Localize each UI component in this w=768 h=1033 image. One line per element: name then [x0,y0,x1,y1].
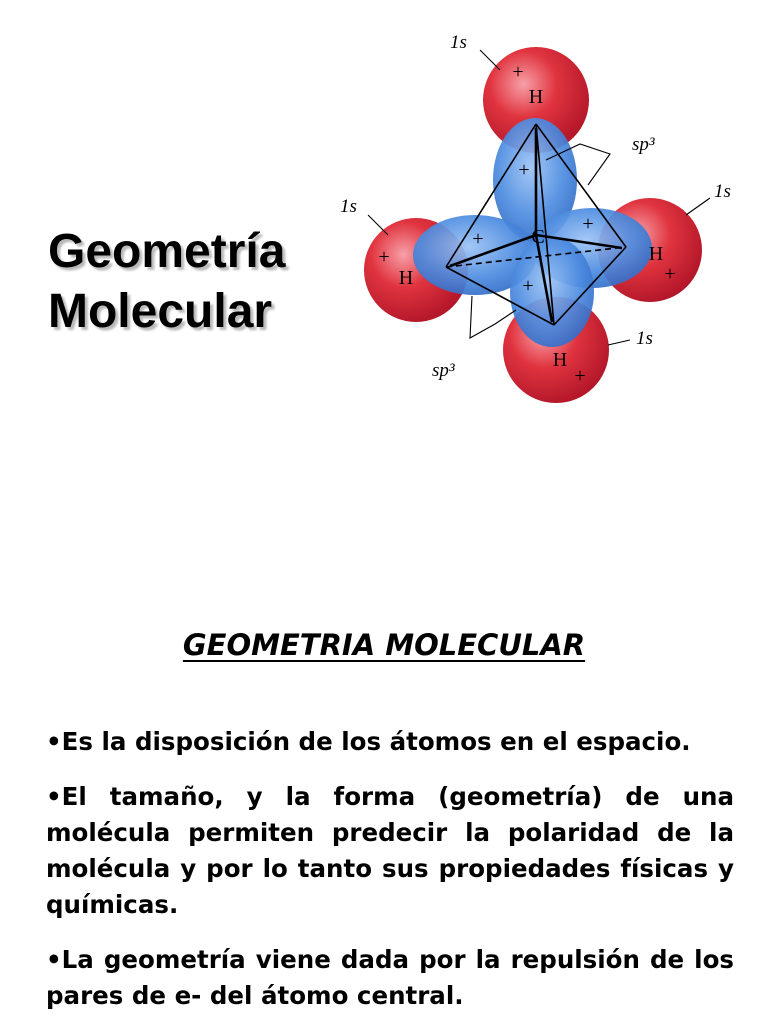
plus-sign-h-top: + [512,61,524,83]
atom-label-center: C [531,226,545,248]
orbital-label-1s-right: 1s [714,181,731,202]
atom-label-right: H [648,243,664,265]
orbital-label-sp3-top: sp³ [632,134,655,155]
plus-sign-lobe-bottom: + [522,275,534,297]
bullet-list [46,724,734,1033]
plus-sign-h-bottom: + [574,365,586,387]
orbital-label-sp3-bottom: sp³ [432,360,455,381]
orbital-label-1s-left: 1s [340,196,357,217]
slide-title-line-2: Molecular [48,285,273,338]
slide-title-line-1: Geometría [48,225,286,278]
atom-label-left: H [398,267,414,289]
bullet-item: •Es la disposición de los átomos en el espacio. [46,727,691,756]
plus-sign-lobe-top: + [518,159,530,181]
plus-sign-h-right: + [664,263,676,285]
plus-sign-lobe-right: + [582,213,594,235]
slide-title [48,222,285,342]
atom-label-bottom: H [552,349,568,371]
orbital-label-1s-top: 1s [450,32,467,53]
orbital-label-1s-bottom: 1s [636,328,653,349]
bullet-item: •La geometría viene dada por la repulsión de los pares de e- del átomo central. [46,945,734,1010]
plus-sign-h-left: + [378,246,390,268]
bullet-item: •El tamaño, y la forma (geometría) de una molécula permiten predecir la polaridad de la molécula y por lo tanto sus propiedades físicas y químicas. [46,782,734,919]
section-heading: GEOMETRIA MOLECULAR [182,628,586,662]
methane-orbital-diagram [330,20,750,410]
plus-sign-lobe-left: + [472,228,484,250]
atom-label-top: H [528,86,544,108]
